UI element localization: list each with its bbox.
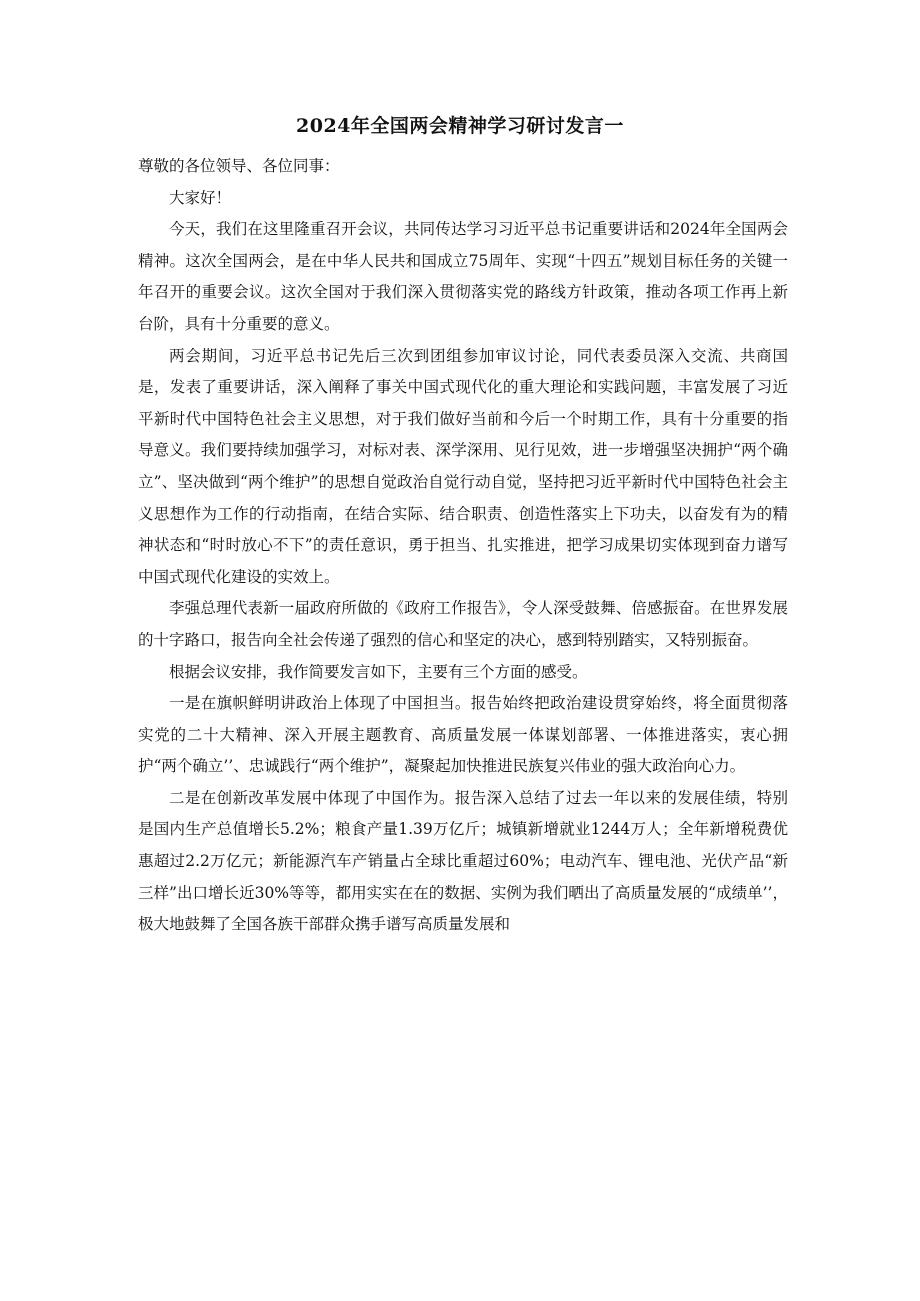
- document-title: 2024年全国两会精神学习研讨发言一: [296, 115, 624, 137]
- salutation: 尊敬的各位领导、各位同事：: [138, 157, 340, 175]
- paragraph-greeting: 大家好！: [169, 188, 232, 207]
- paragraph-point-one: 一是在旗帜鲜明讲政治上体现了中国担当。报告始终把政治建设贯穿始终，将全面贯彻落实党的二十大精神、深入开展主题教育、高质量发展一体谋划部署、一体推进落实，衷心拥护“两个确立’’、忠诚践行“两个维护”，凝聚起加快推进民族复兴伟业的强大政治向心力。: [138, 694, 788, 776]
- paragraph-speech: 两会期间，习近平总书记先后三次到团组参加审议讨论，同代表委员深入交流、共商国是，发表了重要讲话，深入阐释了事关中国式现代化的重大理论和实践问题，丰富发展了习近平新时代中国特色社会主义思想，对于我们做好当前和今后一个时期工作，具有十分重要的指导意义。我们要持续加强学习，对标对表、深学深用、见行见效，进一步增强坚决拥护“两个确立”、坚决做到“两个维护”的思想自觉政治自觉行动自觉，坚持把习近平新时代中国特色社会主义思想作为工作的行动指南，在结合实际、结合职责、创造性落实上下功夫，以奋发有为的精神状态和“时时放心不下”的责任意识，勇于担当、扎实推进，把学习成果切实体现到奋力谱写中国式现代化建设的实效上。: [138, 346, 788, 586]
- paragraph-point-two: 二是在创新改革发展中体现了中国作为。报告深入总结了过去一年以来的发展佳绩，特别是国内生产总值增长5.2%；粮食产量1.39万亿斤；城镇新增就业1244万人；全年新增税费优惠超过2.2万亿元；新能源汽车产销量占全球比重超过60%；电动汽车、锂电池、光伏产品“新三样”出口增长近30%等等，都用实实在在的数据、实例为我们晒出了高质量发展的“成绩单’’，极大地鼓舞了全国各族干部群众携手谱写高质量发展和: [138, 788, 788, 934]
- paragraph-report: 李强总理代表新一届政府所做的《政府工作报告》，令人深受鼓舞、倍感振奋。在世界发展的十字路口，报告向全社会传递了强烈的信心和坚定的决心，感到特别踏实，又特别振奋。: [138, 599, 788, 649]
- paragraph-arrangement: 根据会议安排，我作简要发言如下，主要有三个方面的感受。: [169, 662, 588, 681]
- document-body: [138, 151, 788, 941]
- paragraph-intro: 今天，我们在这里隆重召开会议，共同传达学习习近平总书记重要讲话和2024年全国两会精神。这次全国两会，是在中华人民共和国成立75周年、实现“十四五”规划目标任务的关键一年召开的重要会议。这次全国对于我们深入贯彻落实党的路线方针政策，推动各项工作再上新台阶，具有十分重要的意义。: [138, 220, 788, 333]
